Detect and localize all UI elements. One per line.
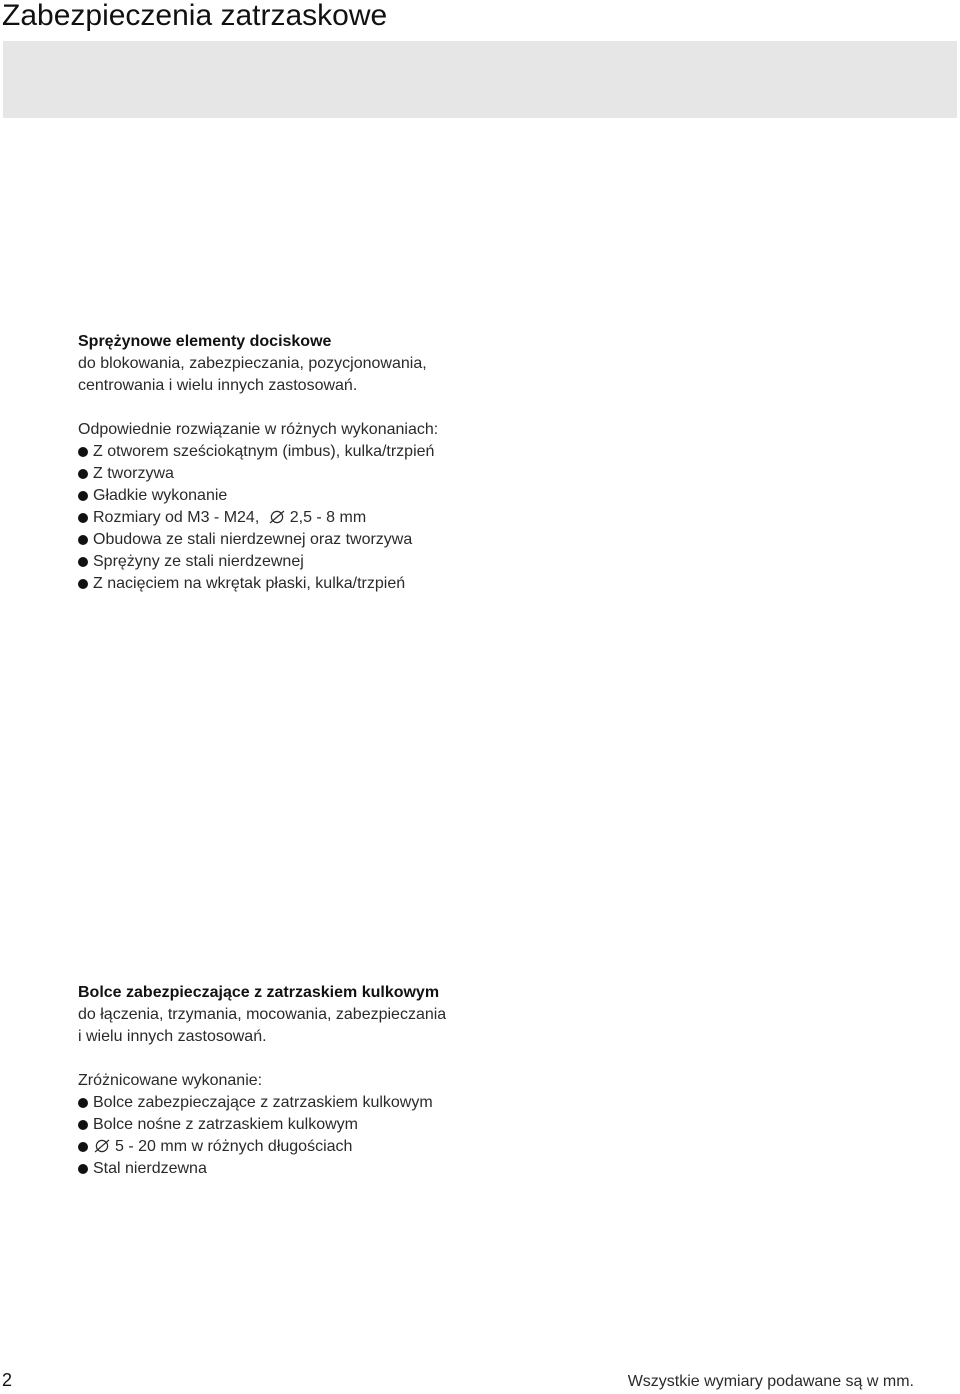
bullet-dot-icon bbox=[78, 535, 88, 545]
list-item-text: Z otworem sześciokątnym (imbus), kulka/trzpień bbox=[93, 443, 435, 460]
list-item bbox=[78, 507, 678, 529]
list-item bbox=[78, 1158, 678, 1180]
section-description-line: do blokowania, zabezpieczania, pozycjonowania, bbox=[78, 355, 427, 372]
diameter-symbol-icon bbox=[268, 510, 286, 524]
list-item-text: Stal nierdzewna bbox=[93, 1160, 207, 1177]
list-item-text: 5 - 20 mm w różnych długościach bbox=[115, 1138, 353, 1155]
feature-list bbox=[78, 1092, 678, 1180]
list-item-text: Gładkie wykonanie bbox=[93, 487, 228, 504]
section-description-line: centrowania i wielu innych zastosowań. bbox=[78, 377, 358, 394]
section-intro: Odpowiednie rozwiązanie w różnych wykonaniach: bbox=[78, 421, 439, 438]
footer-note: Wszystkie wymiary podawane są w mm. bbox=[627, 1373, 914, 1390]
bullet-dot-icon bbox=[78, 557, 88, 567]
list-item-text: Bolce nośne z zatrzaskiem kulkowym bbox=[93, 1116, 358, 1133]
page-number: 2 bbox=[2, 1370, 13, 1390]
list-item-text: Obudowa ze stali nierdzewnej oraz tworzywa bbox=[93, 531, 413, 548]
feature-list bbox=[78, 441, 678, 595]
section-heading: Sprężynowe elementy dociskowe bbox=[78, 333, 332, 350]
list-item bbox=[78, 529, 678, 551]
list-item-text: Z nacięciem na wkrętak płaski, kulka/trzpień bbox=[93, 575, 406, 592]
list-item bbox=[78, 485, 678, 507]
list-item bbox=[78, 1136, 678, 1158]
list-item bbox=[78, 1092, 678, 1114]
list-item bbox=[78, 551, 678, 573]
section-description-line: i wielu innych zastosowań. bbox=[78, 1028, 267, 1045]
bullet-dot-icon bbox=[78, 447, 88, 457]
list-item-text: Sprężyny ze stali nierdzewnej bbox=[93, 553, 304, 570]
diameter-symbol-icon bbox=[93, 1139, 111, 1153]
list-item-text: Z tworzywa bbox=[93, 465, 174, 482]
bullet-dot-icon bbox=[78, 491, 88, 501]
list-item bbox=[78, 441, 678, 463]
list-item-text: Bolce zabezpieczające z zatrzaskiem kulkowym bbox=[93, 1094, 433, 1111]
list-item bbox=[78, 1114, 678, 1136]
section-description-line: do łączenia, trzymania, mocowania, zabezpieczania bbox=[78, 1006, 447, 1023]
bullet-dot-icon bbox=[78, 469, 88, 479]
list-item bbox=[78, 573, 678, 595]
section-spring-plungers bbox=[78, 331, 678, 595]
section-heading: Bolce zabezpieczające z zatrzaskiem kulkowym bbox=[78, 984, 440, 1001]
section-ball-lock-pins bbox=[78, 982, 678, 1180]
section-intro: Zróżnicowane wykonanie: bbox=[78, 1072, 263, 1089]
bullet-dot-icon bbox=[78, 1120, 88, 1130]
list-item bbox=[78, 463, 678, 485]
header-image-band bbox=[3, 41, 957, 118]
bullet-dot-icon bbox=[78, 513, 88, 523]
list-item-text: Rozmiary od M3 - M24, bbox=[93, 509, 260, 526]
bullet-dot-icon bbox=[78, 1142, 88, 1152]
bullet-dot-icon bbox=[78, 1164, 88, 1174]
list-item-text: 2,5 - 8 mm bbox=[289, 509, 367, 526]
bullet-dot-icon bbox=[78, 579, 88, 589]
page-title: Zabezpieczenia zatrzaskowe bbox=[2, 0, 388, 32]
bullet-dot-icon bbox=[78, 1098, 88, 1108]
